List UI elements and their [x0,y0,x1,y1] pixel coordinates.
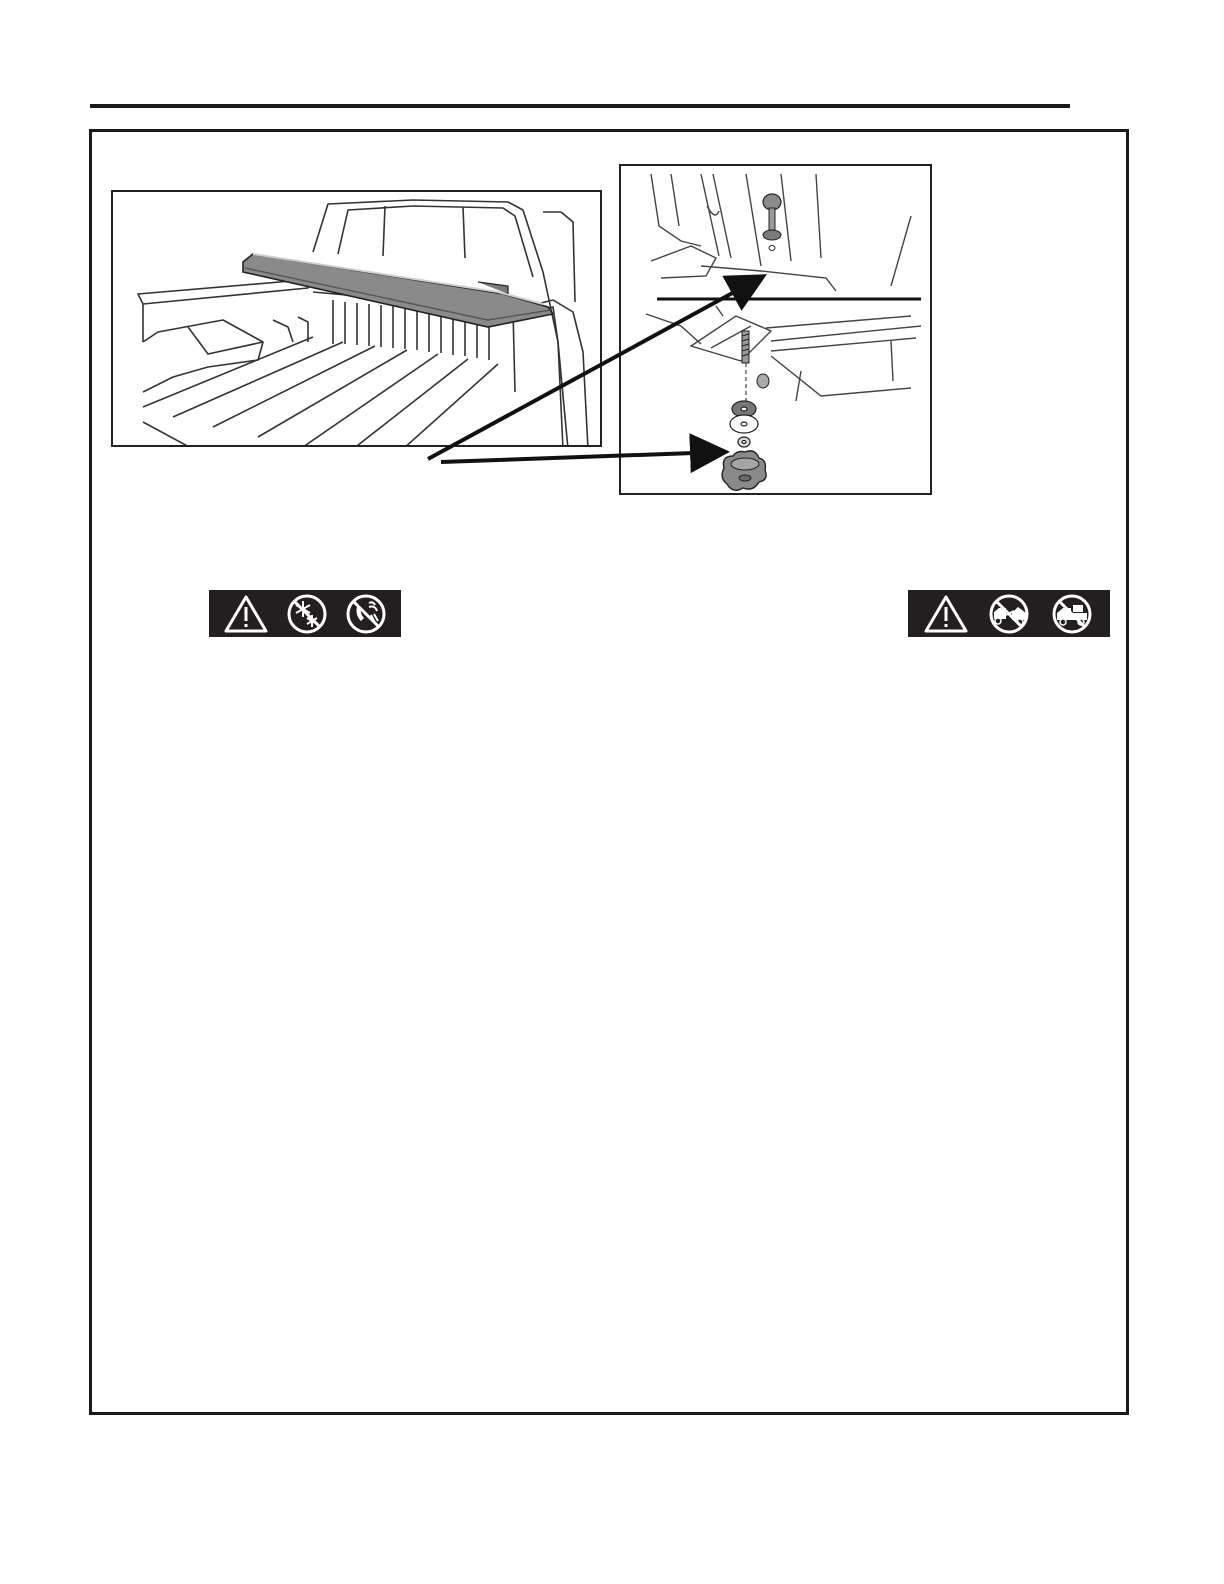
star-knob [722,451,766,490]
warning-banner-weather [209,590,401,637]
no-ice-snow-icon [286,593,328,635]
clamp-hardware-detail [619,164,932,495]
clamp-hardware-drawing [621,166,932,495]
caution-triangle-icon [923,594,969,634]
no-car-wash-icon [345,593,387,635]
no-towing-icon [986,593,1032,635]
washer-stack [730,401,758,447]
carriage-bolt [763,194,781,251]
header-rule [90,104,1070,108]
truck-bed-illustration [111,190,602,447]
warning-banner-vehicle [908,590,1110,637]
truck-bed-drawing [113,192,602,447]
caution-triangle-icon [223,594,269,634]
threaded-stud [742,331,769,401]
no-loading-on-cover-icon [1049,593,1095,635]
